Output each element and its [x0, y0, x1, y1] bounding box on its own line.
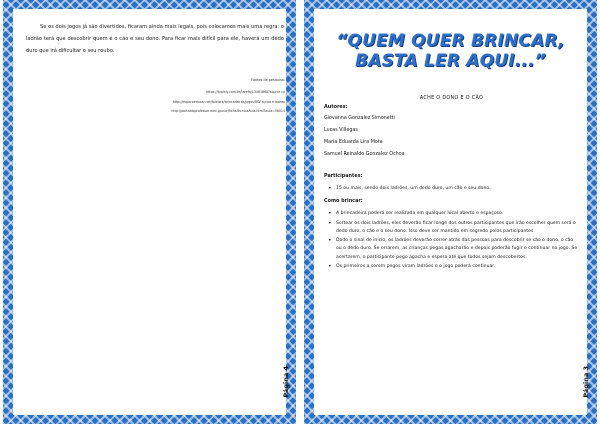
game-description: [324, 95, 579, 276]
authors-label: Autores:: [324, 104, 348, 110]
list-item: • Dado o sinal de início, os ladrões deverão correr atrás das pessoas para descobrir se são o dono, o cão ou o dedo duro. Se errarem, as crianças pegas agacharão e depois poderão fugir e continuar no jogo. Se acertarem, o participante pego agacha e espera até que todos sejam descobertos.: [324, 237, 579, 262]
source-link[interactable]: https://brainly.com.br/tarefa/13461868?source=a: [206, 90, 285, 94]
participants-list: [324, 185, 579, 193]
source-link[interactable]: http://espacoeducar.net/folclore/brincadeiras/jogos/BCF p/cao e ladrao: [172, 99, 285, 104]
list-item: • Os primeiros a serem pegos viram ladrões e o jogo poderá continuar.: [324, 263, 579, 271]
list-item: • Sortear os dois ladrões, eles deverão ficar longe dos outros participantes que irão escolher quem será o dedo duro, o cão e o seu dono. Isso deve ser mantido em segredo pelos participantes.: [324, 220, 579, 237]
intro-paragraph: [26, 21, 284, 58]
page-right: [304, 0, 597, 424]
how-to-list: [324, 210, 579, 271]
author-name: Giovanna Gonzalez Simonetti: [324, 116, 395, 121]
page-number-right: Página 3: [582, 366, 590, 398]
source-link[interactable]: http://portaldoprofessor.mec.gov.br/fichaTecnicaAula.html?aula=56014: [171, 109, 285, 113]
page-right-content: [314, 9, 587, 415]
page-left: [3, 0, 296, 424]
list-item: • A brincadeira poderá ser realizada em qualquer local aberto e espaçoso.: [324, 210, 579, 218]
game-subtitle: ACHE O DONO E O CÃO: [419, 95, 484, 101]
author-name: Samuel Reinaldo Gonzalez Ochoa: [324, 152, 405, 157]
list-item: • 15 ou mais, sendo dois ladrões, um dedo duro, um cão e seu dono.: [324, 185, 579, 193]
author-name: Lucas Villegas: [324, 128, 358, 133]
intro-paragraph-text: Se os dois jogos já são divertidos, ficaram ainda mais legais, pois colocamos mais uma regra: o ladrão terá que descobrir quem é o cão e seu dono. Para ficar mais difícil para ele, haverá um dedo duro que irá dificultar o seu roubo.: [26, 24, 284, 55]
page-title: “QUEM QUER BRINCAR, BASTA LER AQUI...”: [336, 31, 565, 71]
how-to-label: Como brincar:: [324, 198, 363, 205]
sources-block: [53, 78, 285, 119]
page-left-content: [13, 9, 286, 415]
page-number-left: Página 4: [282, 366, 290, 398]
sources-title: Fontes de pesquisa:: [251, 78, 285, 82]
author-name: Maria Eduarda Lira Mota: [324, 140, 383, 145]
participants-label: Participantes:: [324, 173, 363, 179]
